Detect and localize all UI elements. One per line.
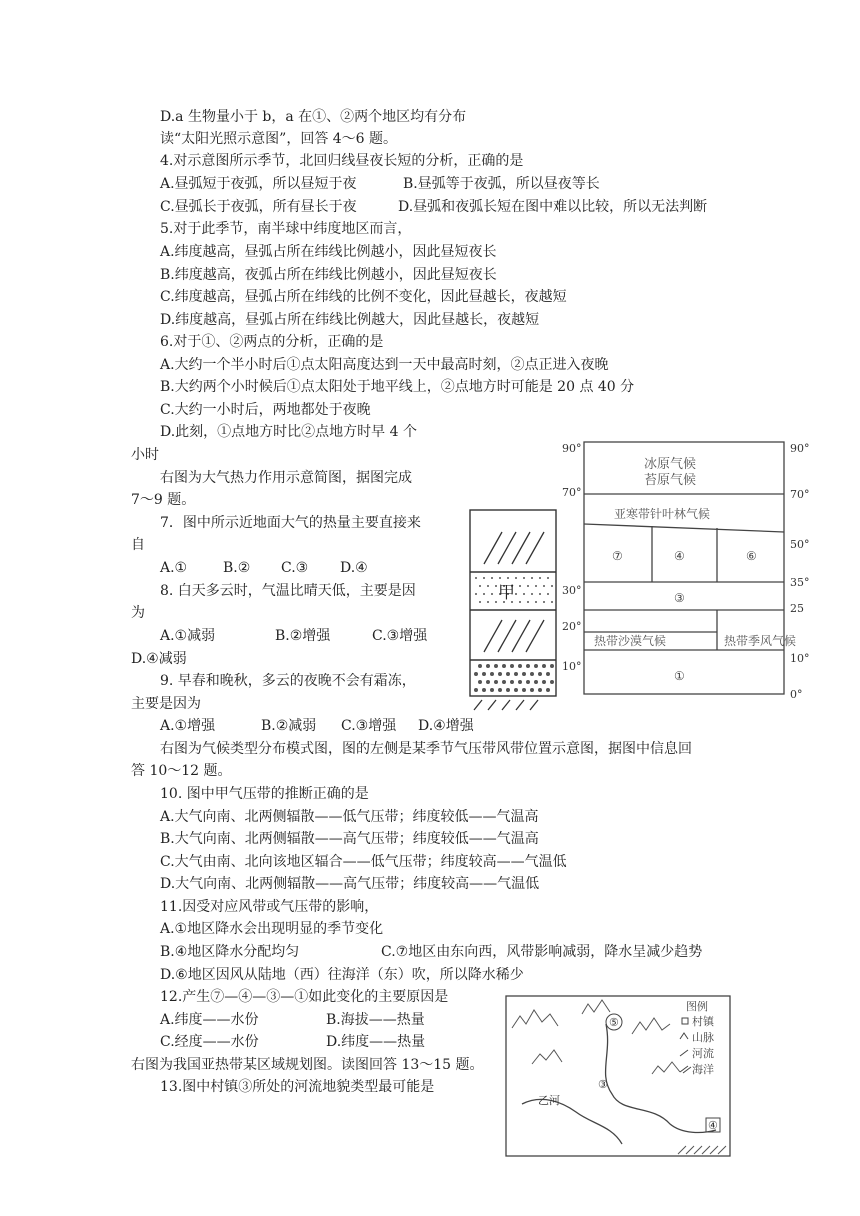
- q12-option-b: B.海拔——热量: [326, 1012, 425, 1028]
- q7-option-a: A.①: [160, 560, 188, 576]
- pattern-dot: [543, 601, 545, 603]
- right-tick-35: 35°: [790, 576, 810, 589]
- question-9: 9. 早春和晚秋，多云的夜晚不会有霜冻，: [160, 673, 416, 689]
- region-7: ⑦: [612, 549, 623, 563]
- label-tropical-monsoon: 热带季风气候: [724, 634, 797, 648]
- pattern-dot: [551, 585, 553, 587]
- pattern-dot: [502, 664, 506, 668]
- legend-river-icon: [680, 1050, 688, 1056]
- mountains: [512, 1000, 680, 1074]
- belt-label-jia: 甲: [498, 583, 515, 603]
- question-6: 6.对于①、②两点的分析，正确的是: [160, 334, 384, 350]
- pattern-dot: [502, 680, 506, 684]
- pattern-dot: [527, 585, 529, 587]
- pattern-dot: [546, 672, 550, 676]
- instruction-q4-6: 读“太阳光照示意图”，回答 4～6 题。: [160, 131, 398, 147]
- pressure-belt-dots-b: [474, 664, 554, 692]
- pattern-dot: [531, 593, 533, 595]
- pattern-dot: [474, 688, 478, 692]
- pattern-dot: [486, 680, 490, 684]
- legend-sea-icon: [680, 1066, 691, 1073]
- q4-option-d: D.昼弧和夜弧长短在图中难以比较，所以无法判断: [398, 199, 708, 215]
- pattern-dot: [515, 577, 517, 579]
- q11-option-d: D.⑥地区因风从陆地（西）往海洋（东）吹，所以降水稀少: [160, 967, 524, 983]
- q5-option-c: C.纬度越高，昼弧占所在纬线的比例不变化，因此昼越长，夜越短: [160, 289, 567, 305]
- wind-arrows: [474, 532, 544, 710]
- left-tick-90: 90°: [562, 442, 582, 455]
- right-tick-25: 25: [790, 602, 804, 615]
- pattern-dot: [518, 680, 522, 684]
- pattern-dot: [487, 601, 489, 603]
- pattern-dot: [523, 577, 525, 579]
- pattern-dot: [527, 601, 529, 603]
- q11-option-a: A.①地区降水会出现明显的季节变化: [160, 921, 384, 937]
- q12-option-d: D.纬度——热量: [326, 1034, 426, 1050]
- pattern-dot: [534, 664, 538, 668]
- question-12: 12.产生⑦—④—③—①如此变化的主要原因是: [160, 989, 449, 1005]
- pattern-dot: [475, 593, 477, 595]
- pattern-dot: [539, 577, 541, 579]
- pattern-dot: [491, 593, 493, 595]
- question-10: 10. 图中甲气压带的推断正确的是: [160, 786, 369, 802]
- pattern-dot: [478, 680, 482, 684]
- q12-option-a: A.纬度——水份: [160, 1012, 259, 1028]
- pattern-dot: [547, 593, 549, 595]
- question-7: 7．图中所示近地面大气的热量主要直接来: [160, 515, 421, 531]
- q7-option-b: B.②: [223, 560, 251, 576]
- pattern-dot: [519, 585, 521, 587]
- label-tropical-desert: 热带沙漠气候: [594, 634, 667, 648]
- right-tick-0: 0°: [790, 688, 803, 701]
- pattern-dot: [490, 688, 494, 692]
- q11-option-b: B.④地区降水分配均匀: [160, 944, 300, 960]
- pattern-dot: [518, 664, 522, 668]
- legend-town: 村镇: [692, 1015, 714, 1028]
- q8-option-b: B.②增强: [275, 628, 331, 644]
- pattern-dot: [551, 601, 553, 603]
- label-tundra: 苔原气候: [644, 473, 697, 488]
- pattern-dot: [526, 680, 530, 684]
- q10-option-a: A.大气向南、北两侧辐散——低气压带；纬度较低——气温高: [160, 809, 539, 825]
- left-tick-20: 20°: [562, 620, 582, 633]
- q10-option-c: C.大气由南、北向该地区辐合——低气压带；纬度较高——气温低: [160, 854, 567, 870]
- right-tick-70: 70°: [790, 488, 810, 501]
- q6-option-d: D.此刻，①点地方时比②点地方时早 4 个: [160, 424, 417, 440]
- pattern-dot: [486, 664, 490, 668]
- pattern-dot: [543, 585, 545, 587]
- pattern-dot: [535, 585, 537, 587]
- pattern-dot: [546, 688, 550, 692]
- pattern-dot: [495, 585, 497, 587]
- pattern-dot: [494, 664, 498, 668]
- pattern-dot: [539, 593, 541, 595]
- region-6: ⑥: [746, 549, 757, 563]
- pattern-dot: [538, 672, 542, 676]
- pattern-dot: [522, 672, 526, 676]
- pattern-dot: [491, 577, 493, 579]
- region-1: ①: [674, 669, 685, 683]
- pattern-dot: [530, 672, 534, 676]
- pattern-dot: [542, 664, 546, 668]
- pattern-dot: [523, 593, 525, 595]
- pattern-dot: [530, 688, 534, 692]
- pattern-dot: [495, 601, 497, 603]
- q5-option-b: B.纬度越高，夜弧占所在纬线比例越小，因此昼短夜长: [160, 267, 497, 283]
- q7-option-c: C.③: [281, 560, 309, 576]
- pattern-dot: [515, 593, 517, 595]
- legend: [680, 999, 715, 1076]
- region-planning-map: [502, 994, 742, 1164]
- q8-option-a: A.①减弱: [160, 628, 216, 644]
- instruction-q7-9: 右图为大气热力作用示意简图，据图完成: [160, 470, 412, 486]
- pattern-dot: [507, 577, 509, 579]
- river: [522, 1024, 716, 1144]
- q7-option-d: D.④: [340, 560, 368, 576]
- left-tick-30: 30°: [562, 584, 582, 597]
- pattern-dot: [550, 664, 554, 668]
- legend-town-icon: [682, 1018, 688, 1024]
- pattern-dot: [538, 688, 542, 692]
- q5-option-d: D.纬度越高，昼弧占所在纬线比例越大，因此昼越长，夜越短: [160, 312, 540, 328]
- pattern-dot: [479, 585, 481, 587]
- instruction-q10-12-cont: 答 10～12 题。: [131, 763, 232, 779]
- legend-title: 图例: [686, 1000, 708, 1013]
- left-tick-10: 10°: [562, 660, 582, 673]
- pattern-dot: [482, 688, 486, 692]
- pattern-dot: [494, 680, 498, 684]
- question-9-cont: 主要是因为: [131, 696, 201, 712]
- q9-option-d: D.④增强: [418, 718, 474, 734]
- question-5: 5.对于此季节，南半球中纬度地区而言，: [160, 221, 412, 237]
- q10-option-d: D.大气向南、北两侧辐散——高气压带；纬度较高——气温低: [160, 876, 540, 892]
- pattern-dot: [483, 577, 485, 579]
- pattern-dot: [510, 664, 514, 668]
- q9-option-b: B.②减弱: [261, 718, 317, 734]
- pattern-dot: [534, 680, 538, 684]
- q8-option-d: D.④减弱: [131, 651, 187, 667]
- question-8: 8. 白天多云时，气温比晴天低，主要是因: [160, 583, 416, 599]
- question-7-cont: 自: [131, 537, 145, 553]
- q6-option-c: C.大约一小时后，两地都处于夜晚: [160, 402, 371, 418]
- instruction-q13-15: 右图为我国亚热带某区域规划图。读图回答 13～15 题。: [131, 1057, 484, 1073]
- instruction-q7-9-cont: 7～9 题。: [131, 492, 196, 508]
- right-tick-90: 90°: [790, 442, 810, 455]
- q4-option-c: C.昼弧长于夜弧，所有昼长于夜: [160, 199, 357, 215]
- pattern-dot: [519, 601, 521, 603]
- pattern-dot: [474, 672, 478, 676]
- river-label: 乙河: [538, 1094, 560, 1107]
- q9-option-c: C.③增强: [341, 718, 397, 734]
- sea-hatch: [678, 1146, 726, 1154]
- q6-option-d-cont: 小时: [131, 447, 159, 463]
- question-8-cont: 为: [131, 605, 145, 621]
- town-5: ⑤: [609, 1016, 619, 1029]
- pattern-dot: [526, 664, 530, 668]
- pattern-dot: [510, 680, 514, 684]
- option-d-q3: D.a 生物量小于 b，a 在①、②两个地区均有分布: [160, 109, 467, 125]
- pattern-dot: [531, 577, 533, 579]
- pattern-dot: [535, 601, 537, 603]
- town-3: ③: [598, 1078, 608, 1091]
- pattern-dot: [522, 688, 526, 692]
- pattern-dot: [482, 672, 486, 676]
- pattern-dot: [498, 672, 502, 676]
- region-3: ③: [674, 591, 685, 605]
- pattern-dot: [547, 577, 549, 579]
- q9-option-a: A.①增强: [160, 718, 216, 734]
- pattern-dot: [479, 601, 481, 603]
- climate-pattern-figure: [462, 432, 834, 714]
- q4-option-b: B.昼弧等于夜弧，所以昼夜等长: [403, 176, 600, 192]
- pattern-dot: [506, 688, 510, 692]
- q8-option-c: C.③增强: [372, 628, 428, 644]
- left-tick-70: 70°: [562, 486, 582, 499]
- q10-option-b: B.大气向南、北两侧辐散——高气压带；纬度较低——气温高: [160, 831, 539, 847]
- q12-option-c: C.经度——水份: [160, 1034, 259, 1050]
- town-4: ④: [708, 1119, 718, 1132]
- pattern-dot: [478, 664, 482, 668]
- pattern-dot: [514, 688, 518, 692]
- legend-river: 河流: [692, 1047, 714, 1060]
- pattern-dot: [542, 680, 546, 684]
- pattern-dot: [475, 577, 477, 579]
- label-taiga: 亚寒带针叶林气候: [614, 507, 711, 521]
- pattern-dot: [490, 672, 494, 676]
- region-4: ④: [674, 549, 685, 563]
- instruction-q10-12: 右图为气候类型分布模式图，图的左侧是某季节气压带风带位置示意图，据图中信息回: [160, 741, 692, 757]
- legend-mountain: 山脉: [692, 1031, 714, 1044]
- pattern-dot: [498, 688, 502, 692]
- pattern-dot: [487, 585, 489, 587]
- pattern-dot: [499, 577, 501, 579]
- pattern-dot: [514, 672, 518, 676]
- legend-mountain-icon: [680, 1033, 688, 1039]
- right-tick-50: 50°: [790, 538, 810, 551]
- pattern-dot: [483, 593, 485, 595]
- pattern-dot: [550, 680, 554, 684]
- question-13: 13.图中村镇③所处的河流地貌类型最可能是: [160, 1079, 435, 1095]
- legend-sea: 海洋: [692, 1063, 714, 1076]
- q6-option-b: B.大约两个小时候后①点太阳处于地平线上，②点地方时可能是 20 点 40 分: [160, 379, 635, 395]
- question-11: 11.因受对应风带或气压带的影响，: [160, 899, 379, 915]
- q11-option-c: C.⑦地区由东向西，风带影响减弱，降水呈减少趋势: [381, 944, 703, 960]
- q6-option-a: A.大约一个半小时后①点太阳高度达到一天中最高时刻，②点正进入夜晚: [160, 357, 609, 373]
- q5-option-a: A.纬度越高，昼弧占所在纬线比例越小，因此昼短夜长: [160, 244, 497, 260]
- pattern-dot: [506, 672, 510, 676]
- q4-option-a: A.昼弧短于夜弧，所以昼短于夜: [160, 176, 357, 192]
- question-4: 4.对示意图所示季节，北回归线昼夜长短的分析，正确的是: [160, 153, 524, 169]
- label-ice-cap: 冰原气候: [644, 457, 697, 472]
- right-tick-10: 10°: [790, 652, 810, 665]
